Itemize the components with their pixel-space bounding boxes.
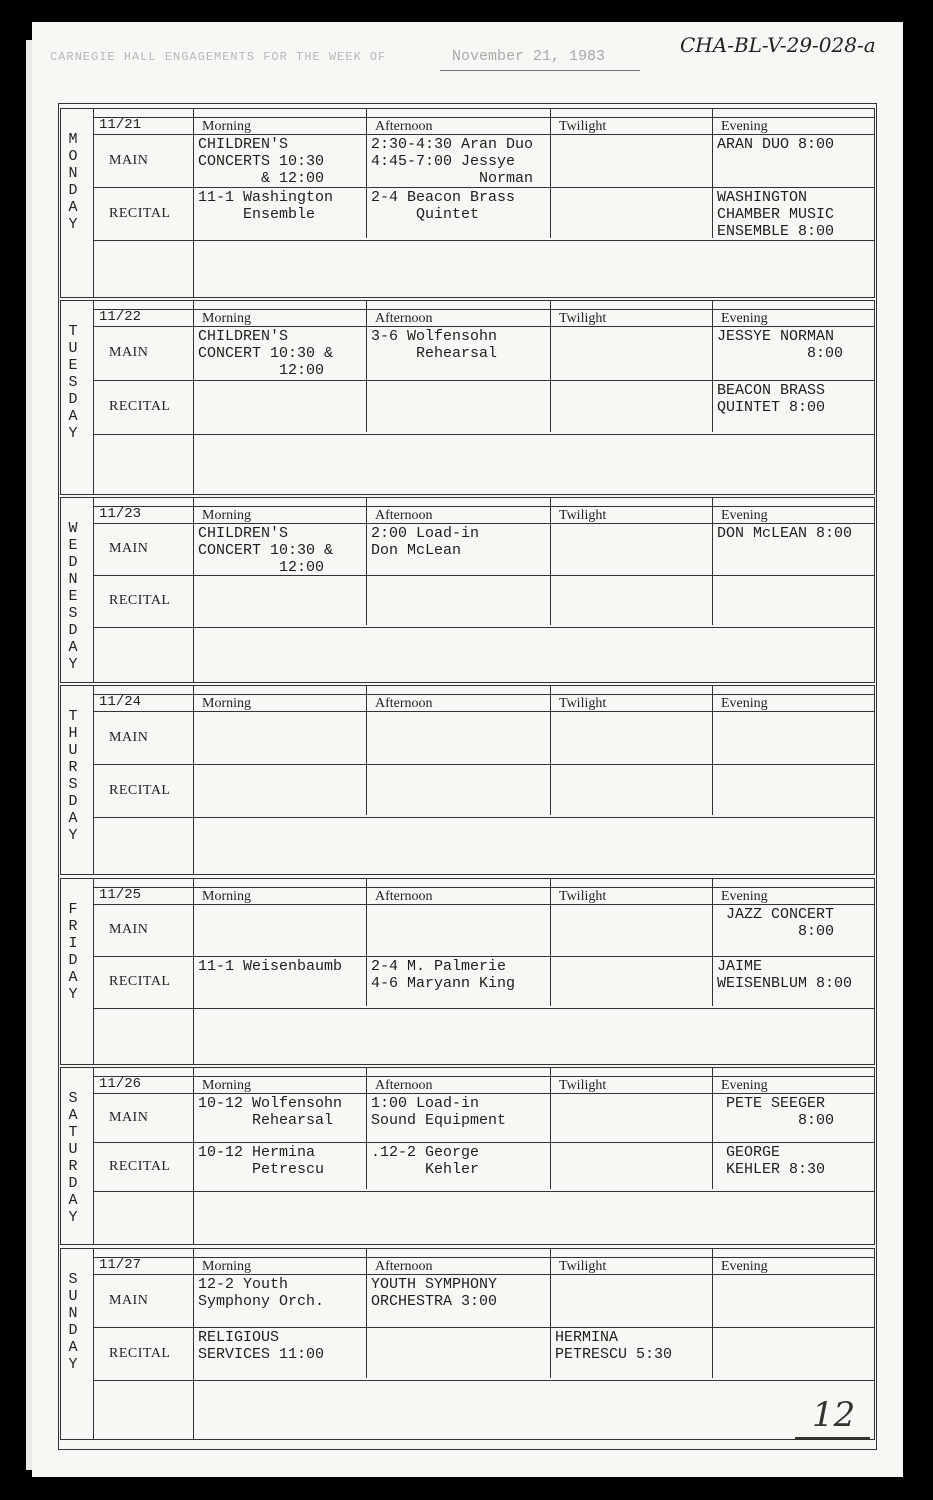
cell-main-afternoon: YOUTH SYMPHONY ORCHESTRA 3:00 bbox=[371, 1276, 498, 1310]
cell-recital-evening: GEORGE KEHLER 8:30 bbox=[726, 1144, 826, 1178]
page-number-underline bbox=[795, 1437, 870, 1439]
cell-recital-morning: 10-12 Hermina Petrescu bbox=[198, 1144, 325, 1178]
day-column-divider bbox=[93, 686, 94, 874]
column-label-afternoon: Afternoon bbox=[375, 1078, 433, 1093]
day-date: 11/27 bbox=[99, 1257, 142, 1273]
column-label-morning: Morning bbox=[202, 696, 251, 711]
cell-main-afternoon: 2:30-4:30 Aran Duo 4:45-7:00 Jessye Norman bbox=[371, 136, 534, 187]
row-label-recital: RECITAL bbox=[109, 782, 171, 798]
row-label-main: MAIN bbox=[109, 541, 149, 556]
column-label-twilight: Twilight bbox=[559, 508, 607, 523]
cell-main-morning: CHILDREN'S CONCERT 10:30 & 12:00 bbox=[198, 525, 334, 576]
day-column-divider bbox=[93, 1068, 94, 1244]
column-divider-evening bbox=[712, 109, 713, 238]
column-divider-afternoon bbox=[366, 879, 367, 1006]
main-rule bbox=[93, 1274, 874, 1275]
column-divider-afternoon bbox=[366, 686, 367, 815]
header-rule bbox=[93, 694, 874, 695]
footer-rule bbox=[93, 817, 874, 818]
column-label-morning: Morning bbox=[202, 889, 251, 904]
column-label-twilight: Twilight bbox=[559, 119, 607, 134]
column-label-evening: Evening bbox=[721, 1259, 768, 1274]
main-rule bbox=[93, 711, 874, 712]
column-label-twilight: Twilight bbox=[559, 889, 607, 904]
day-column-divider bbox=[93, 109, 94, 297]
column-label-afternoon: Afternoon bbox=[375, 696, 433, 711]
day-block-wednesday bbox=[60, 497, 875, 683]
column-label-morning: Morning bbox=[202, 1078, 251, 1093]
row-label-recital: RECITAL bbox=[109, 974, 171, 989]
cell-main-morning: 12-2 Youth Symphony Orch. bbox=[198, 1276, 325, 1310]
label-column-divider bbox=[193, 301, 194, 494]
label-column-divider bbox=[193, 498, 194, 682]
column-label-morning: Morning bbox=[202, 508, 251, 523]
cell-main-evening: ARAN DUO 8:00 bbox=[717, 136, 835, 153]
column-label-morning: Morning bbox=[202, 311, 251, 326]
day-block-thursday bbox=[60, 685, 875, 875]
row-label-main: MAIN bbox=[109, 1292, 149, 1308]
day-date: 11/22 bbox=[99, 309, 142, 325]
cell-recital-evening: WASHINGTON CHAMBER MUSIC ENSEMBLE 8:00 bbox=[717, 189, 835, 240]
cell-recital-afternoon: .12-2 George Kehler bbox=[371, 1144, 480, 1178]
page-number: 12 bbox=[812, 1395, 856, 1435]
column-label-twilight: Twilight bbox=[559, 1078, 607, 1093]
label-column-divider bbox=[193, 1249, 194, 1439]
cell-main-morning: CHILDREN'S CONCERTS 10:30 & 12:00 bbox=[198, 136, 325, 187]
column-label-evening: Evening bbox=[721, 889, 768, 904]
footer-rule bbox=[93, 1380, 874, 1381]
main-rule bbox=[93, 523, 874, 524]
day-column-divider bbox=[93, 301, 94, 494]
column-label-evening: Evening bbox=[721, 311, 768, 326]
cell-main-evening: JAZZ CONCERT 8:00 bbox=[726, 906, 835, 940]
cell-main-evening: PETE SEEGER 8:00 bbox=[726, 1095, 835, 1129]
day-name: T U E S D A Y bbox=[68, 323, 78, 442]
column-label-afternoon: Afternoon bbox=[375, 119, 433, 134]
recital-rule bbox=[93, 764, 874, 765]
column-label-evening: Evening bbox=[721, 119, 768, 134]
header-rule bbox=[93, 887, 874, 888]
row-label-recital: RECITAL bbox=[109, 205, 171, 221]
column-label-afternoon: Afternoon bbox=[375, 311, 433, 326]
footer-rule bbox=[93, 240, 874, 241]
header-rule bbox=[93, 506, 874, 507]
day-block-monday bbox=[60, 108, 875, 298]
cell-main-afternoon: 2:00 Load-in Don McLean bbox=[371, 525, 480, 559]
recital-rule bbox=[93, 1327, 874, 1328]
footer-rule bbox=[93, 627, 874, 628]
footer-rule bbox=[93, 434, 874, 435]
cell-recital-morning: 11-1 Weisenbaumb bbox=[198, 958, 343, 975]
header-rule bbox=[93, 1076, 874, 1077]
day-name: S A T U R D A Y bbox=[68, 1090, 78, 1226]
main-rule bbox=[93, 904, 874, 905]
row-label-main: MAIN bbox=[109, 152, 149, 168]
column-label-afternoon: Afternoon bbox=[375, 1259, 433, 1274]
day-date: 11/21 bbox=[99, 117, 142, 133]
recital-rule bbox=[93, 380, 874, 381]
cell-main-afternoon: 3-6 Wolfensohn Rehearsal bbox=[371, 328, 498, 362]
main-rule bbox=[93, 134, 874, 135]
cell-recital-twilight: HERMINA PETRESCU 5:30 bbox=[555, 1329, 673, 1363]
row-label-recital: RECITAL bbox=[109, 593, 171, 608]
week-of-date: November 21, 1983 bbox=[452, 48, 606, 65]
header-rule bbox=[93, 1257, 874, 1258]
cell-recital-afternoon: 2-4 Beacon Brass Quintet bbox=[371, 189, 516, 223]
day-column-divider bbox=[93, 879, 94, 1064]
document-title: CARNEGIE HALL ENGAGEMENTS FOR THE WEEK OF bbox=[50, 50, 387, 64]
cell-recital-evening: BEACON BRASS QUINTET 8:00 bbox=[717, 382, 826, 416]
column-label-twilight: Twilight bbox=[559, 311, 607, 326]
column-divider-twilight bbox=[550, 498, 551, 625]
row-label-main: MAIN bbox=[109, 1109, 149, 1125]
column-divider-evening bbox=[712, 686, 713, 815]
row-label-recital: RECITAL bbox=[109, 399, 171, 414]
date-underline bbox=[440, 70, 640, 71]
column-label-morning: Morning bbox=[202, 119, 251, 134]
day-block-saturday bbox=[60, 1067, 875, 1245]
header-rule bbox=[93, 117, 874, 118]
column-divider-twilight bbox=[550, 301, 551, 432]
cell-recital-evening: JAIME WEISENBLUM 8:00 bbox=[717, 958, 853, 992]
cell-recital-morning: RELIGIOUS SERVICES 11:00 bbox=[198, 1329, 325, 1363]
footer-rule bbox=[93, 1191, 874, 1192]
column-label-evening: Evening bbox=[721, 696, 768, 711]
day-block-tuesday bbox=[60, 300, 875, 495]
day-block-friday bbox=[60, 878, 875, 1065]
day-name: T H U R S D A Y bbox=[68, 708, 78, 844]
column-label-morning: Morning bbox=[202, 1259, 251, 1274]
cell-main-morning: CHILDREN'S CONCERT 10:30 & 12:00 bbox=[198, 328, 334, 379]
cell-recital-morning: 11-1 Washington Ensemble bbox=[198, 189, 334, 223]
recital-rule bbox=[93, 187, 874, 188]
column-divider-evening bbox=[712, 498, 713, 625]
column-label-twilight: Twilight bbox=[559, 696, 607, 711]
footer-rule bbox=[93, 1008, 874, 1009]
row-label-recital: RECITAL bbox=[109, 1345, 171, 1361]
column-divider-evening bbox=[712, 879, 713, 1006]
column-label-twilight: Twilight bbox=[559, 1259, 607, 1274]
cell-main-evening: DON McLEAN 8:00 bbox=[717, 525, 853, 542]
row-label-main: MAIN bbox=[109, 922, 149, 937]
row-label-main: MAIN bbox=[109, 729, 149, 745]
day-name: F R I D A Y bbox=[68, 901, 78, 1003]
archive-code: CHA-BL-V-29-028-a bbox=[680, 33, 876, 57]
label-column-divider bbox=[193, 1068, 194, 1244]
day-column-divider bbox=[93, 498, 94, 682]
header-rule bbox=[93, 309, 874, 310]
day-date: 11/26 bbox=[99, 1076, 142, 1092]
main-rule bbox=[93, 1093, 874, 1094]
column-label-evening: Evening bbox=[721, 508, 768, 523]
day-date: 11/23 bbox=[99, 506, 142, 522]
row-label-main: MAIN bbox=[109, 345, 149, 360]
day-name: W E D N E S D A Y bbox=[68, 520, 78, 673]
label-column-divider bbox=[193, 879, 194, 1064]
recital-rule bbox=[93, 956, 874, 957]
row-label-recital: RECITAL bbox=[109, 1158, 171, 1174]
day-column-divider bbox=[93, 1249, 94, 1439]
label-column-divider bbox=[193, 109, 194, 297]
day-name: S U N D A Y bbox=[68, 1271, 78, 1373]
cell-main-morning: 10-12 Wolfensohn Rehearsal bbox=[198, 1095, 343, 1129]
day-date: 11/24 bbox=[99, 694, 142, 710]
day-date: 11/25 bbox=[99, 887, 142, 903]
day-block-sunday bbox=[60, 1248, 875, 1440]
day-name: M O N D A Y bbox=[68, 131, 78, 233]
cell-main-afternoon: 1:00 Load-in Sound Equipment bbox=[371, 1095, 507, 1129]
column-divider-twilight bbox=[550, 1249, 551, 1378]
column-divider-evening bbox=[712, 1068, 713, 1189]
label-column-divider bbox=[193, 686, 194, 874]
recital-rule bbox=[93, 1142, 874, 1143]
main-rule bbox=[93, 326, 874, 327]
cell-recital-afternoon: 2-4 M. Palmerie 4-6 Maryann King bbox=[371, 958, 516, 992]
column-label-afternoon: Afternoon bbox=[375, 508, 433, 523]
column-divider-twilight bbox=[550, 686, 551, 815]
column-label-afternoon: Afternoon bbox=[375, 889, 433, 904]
cell-main-evening: JESSYE NORMAN 8:00 bbox=[717, 328, 844, 362]
column-label-evening: Evening bbox=[721, 1078, 768, 1093]
column-divider-evening bbox=[712, 301, 713, 432]
